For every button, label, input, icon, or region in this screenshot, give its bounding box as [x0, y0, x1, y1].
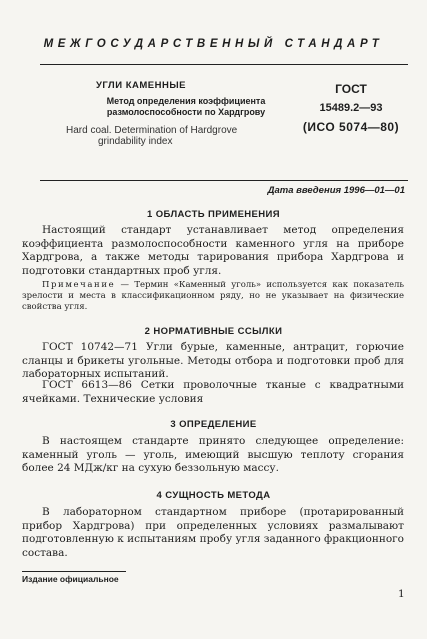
gost-designation — [296, 80, 406, 137]
effective-date: Дата введения 1996—01—01 — [267, 185, 405, 196]
section-1-paragraph: Настоящий стандарт устанавливает метод определения коэффициента размолоспособности каменного угля на приборе Хардгрова, а также методы тарирования прибора Хардгрова и подготовки стандартных проб угля. — [22, 224, 404, 277]
date-rule — [40, 180, 408, 181]
section-1-heading: 1 ОБЛАСТЬ ПРИМЕНЕНИЯ — [146, 209, 281, 220]
section-2-heading: 2 НОРМАТИВНЫЕ ССЫЛКИ — [144, 326, 283, 337]
section-4-paragraph: В лабораторном стандартном приборе (протарированный прибор Хардгрова) при определенных условиях размалывают подготовленную к испытаниям пробу угля заданного фракционного состава. — [22, 506, 404, 559]
section-4-heading: 4 СУЩНОСТЬ МЕТОДА — [156, 490, 271, 501]
document-title: УГЛИ КАМЕННЫЕ — [96, 80, 186, 91]
section-3-paragraph: В настоящем стандарте принято следующее определение: каменный уголь — уголь, имеющий высшую теплоту сгорания более 24 МДж/кг на сухую беззольную массу. — [22, 435, 404, 474]
gost-number: 15489.2—93 — [319, 102, 383, 114]
page-number: 1 — [398, 588, 405, 600]
official-edition-label: Издание официальное — [22, 574, 119, 584]
header-rule — [40, 64, 408, 65]
note-text: — Термин «Каменный уголь» используется как показатель зрелости и места в классификационном ряду, но не указывает на физические свойства угля. — [22, 280, 404, 312]
english-title-line-2: grindability index — [98, 136, 173, 147]
subtitle-line-2: размолоспособности по Хардгрову — [106, 107, 266, 117]
note-label: Примечание — [42, 280, 116, 290]
reference-2: ГОСТ 6613—86 Сетки проволочные тканые с квадратными ячейками. Технические условия — [22, 379, 404, 405]
standard-banner: МЕЖГОСУДАРСТВЕННЫЙ СТАНДАРТ — [43, 38, 384, 50]
reference-1: ГОСТ 10742—71 Угли бурые, каменные, антрацит, горючие сланцы и брикеты угольные. Методы отбора и подготовки проб для лабораторных испытаний. — [22, 341, 404, 380]
subtitle-line-1: Метод определения коэффициента — [106, 96, 266, 106]
iso-number: (ИСО 5074—80) — [302, 120, 400, 134]
english-title-line-1: Hard coal. Determination of Hardgrove — [66, 125, 238, 136]
section-3-heading: 3 ОПРЕДЕЛЕНИЕ — [170, 419, 257, 430]
gost-label: ГОСТ — [335, 82, 367, 96]
document-subtitle — [86, 96, 286, 118]
section-1-note — [22, 280, 404, 313]
english-title — [66, 125, 276, 147]
footer-rule — [22, 571, 126, 572]
